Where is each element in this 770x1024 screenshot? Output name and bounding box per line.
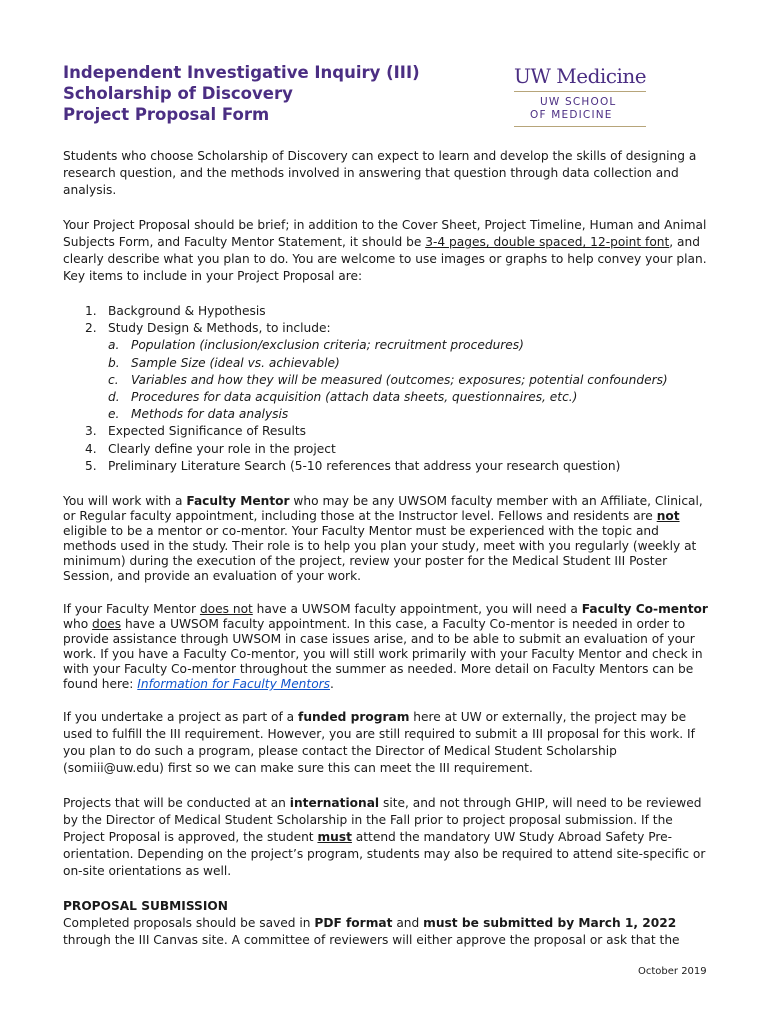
sublist-item: d. Procedures for data acquisition (attach data sheets, questionnaires, etc.) (108, 390, 578, 405)
page-length-requirement: 3-4 pages, double spaced, 12-point font (425, 235, 670, 249)
international-term: international (289, 796, 380, 810)
funded-program-paragraph: If you undertake a project as part of a funded program here at UW or externally, the project may be used to fulfill the III requirement. However, you are still required to submit a III proposal for this work. If you plan to do such a program, please contact the Director of Medical Student Scholarship (somiii@uw.edu) first so we can make sure this can meet the III requirement. (63, 710, 695, 775)
logo-divider-bottom (514, 126, 646, 127)
intro-paragraph: Students who choose Scholarship of Discovery can expect to learn and develop the skills of designing a research question, and the methods involved in answering that question through data collection and analysis. (63, 149, 697, 197)
faculty-mentor-paragraph: You will work with a Faculty Mentor who may be any UWSOM faculty member with an Affiliate, Clinical, or Regular faculty appointment, including those at the Instructor level. Fellows and residents are not eligible to be a mentor or co-mentor. Your Faculty Mentor must be experienced with the topic and methods used in the study. Their role is to help you plan your study, meet with you regularly (weekly at minimum) during the execution of the project, review your poster for the Medical Student III Poster Session, and provide an evaluation of your work. (63, 494, 703, 583)
logo-wordmark: UW Medicine (514, 64, 647, 88)
title-line-3: Project Proposal Form (63, 105, 270, 124)
submission-heading: PROPOSAL SUBMISSION (63, 899, 228, 913)
list-item: 3. Expected Significance of Results (85, 424, 306, 439)
list-item: 2. Study Design & Methods, to include: a. Population (inclusion/exclusion criteria; recruitment procedures) b. Sample Size (ideal vs. achievable) c. Variables and how they will be measured (outcomes; exposures; potential confounders) d. Procedures for data acquisition (attach data sheets, questionnaires, etc.) e. Methods for data analysis (108, 320, 713, 423)
proposal-paragraph (63, 217, 713, 285)
faculty-co-mentor-term: Faculty Co-mentor (581, 602, 708, 616)
deadline-term: must be submitted by March 1, 2022 (423, 916, 677, 930)
faculty-mentor-term: Faculty Mentor (186, 494, 290, 508)
page-title (63, 62, 483, 125)
study-design-sublist (108, 337, 713, 423)
logo-divider (514, 91, 646, 92)
list-item: 5. Preliminary Literature Search (5-10 references that address your research question) (85, 458, 621, 473)
sublist-item: a. Population (inclusion/exclusion criteria; recruitment procedures) (108, 338, 524, 353)
international-paragraph: Projects that will be conducted at an international site, and not through GHIP, will need to be reviewed by the Director of Medical Student Scholarship in the Fall prior to project proposal submission. If the Project Proposal is approved, the student must attend the mandatory UW Study Abroad Safety Pre-orientation. Depending on the project’s program, students may also be required to attend site-specific or on-site orientations as well. (63, 796, 706, 878)
logo-subline-1: UW SCHOOL (540, 96, 617, 108)
proposal-text-1: Your Project Proposal should be brief; in addition to the Cover Sheet, Project Timeline, Human and Animal Subjects Form, and Faculty Mentor Statement, it should be (63, 218, 707, 249)
uw-medicine-logo (514, 64, 648, 128)
list-item: 1. Background & Hypothesis (85, 304, 266, 318)
title-line-1: Independent Investigative Inquiry (III) (63, 63, 420, 82)
must-emphasis: must (317, 830, 352, 844)
key-items-list (63, 303, 713, 475)
co-mentor-paragraph: If your Faculty Mentor does not have a UWSOM faculty appointment, you will need a Faculty Co-mentor who does have a UWSOM faculty appointment. In this case, a Faculty Co-mentor is needed in order to provide assistance through UWSOM in case issues arise, and to be able to submit an evaluation of your work. If you have a Faculty Co-mentor, you will still work primarily with your Faculty Mentor and check in with your Faculty Co-mentor throughout the summer as needed. More detail on Faculty Mentors can be found here: Information for Faculty Mentors. (63, 602, 708, 691)
sublist-item: c. Variables and how they will be measured (outcomes; exposures; potential confounders) (108, 372, 668, 387)
sublist-item: e. Methods for data analysis (108, 407, 289, 422)
pdf-format-term: PDF format (314, 916, 393, 930)
proposal-text-2: , and clearly describe what you plan to do. You are welcome to use images or graphs to help convey your plan. Key items to include in your Project Proposal are: (63, 235, 707, 283)
submission-section: PROPOSAL SUBMISSION Completed proposals should be saved in PDF format and must be submitted by March 1, 2022 through the III Canvas site. A committee of reviewers will either approve the proposal or ask that the (63, 899, 680, 947)
sublist-item: b. Sample Size (ideal vs. achievable) (108, 355, 340, 370)
logo-subline-2: OF MEDICINE (530, 109, 613, 121)
list-item: 4. Clearly define your role in the project (85, 441, 336, 456)
faculty-mentors-info-link[interactable]: Information for Faculty Mentors (137, 677, 331, 691)
not-emphasis: not (656, 509, 680, 523)
title-line-2: Scholarship of Discovery (63, 84, 293, 103)
footer-date: October 2019 (638, 966, 707, 977)
funded-program-term: funded program (298, 710, 410, 724)
